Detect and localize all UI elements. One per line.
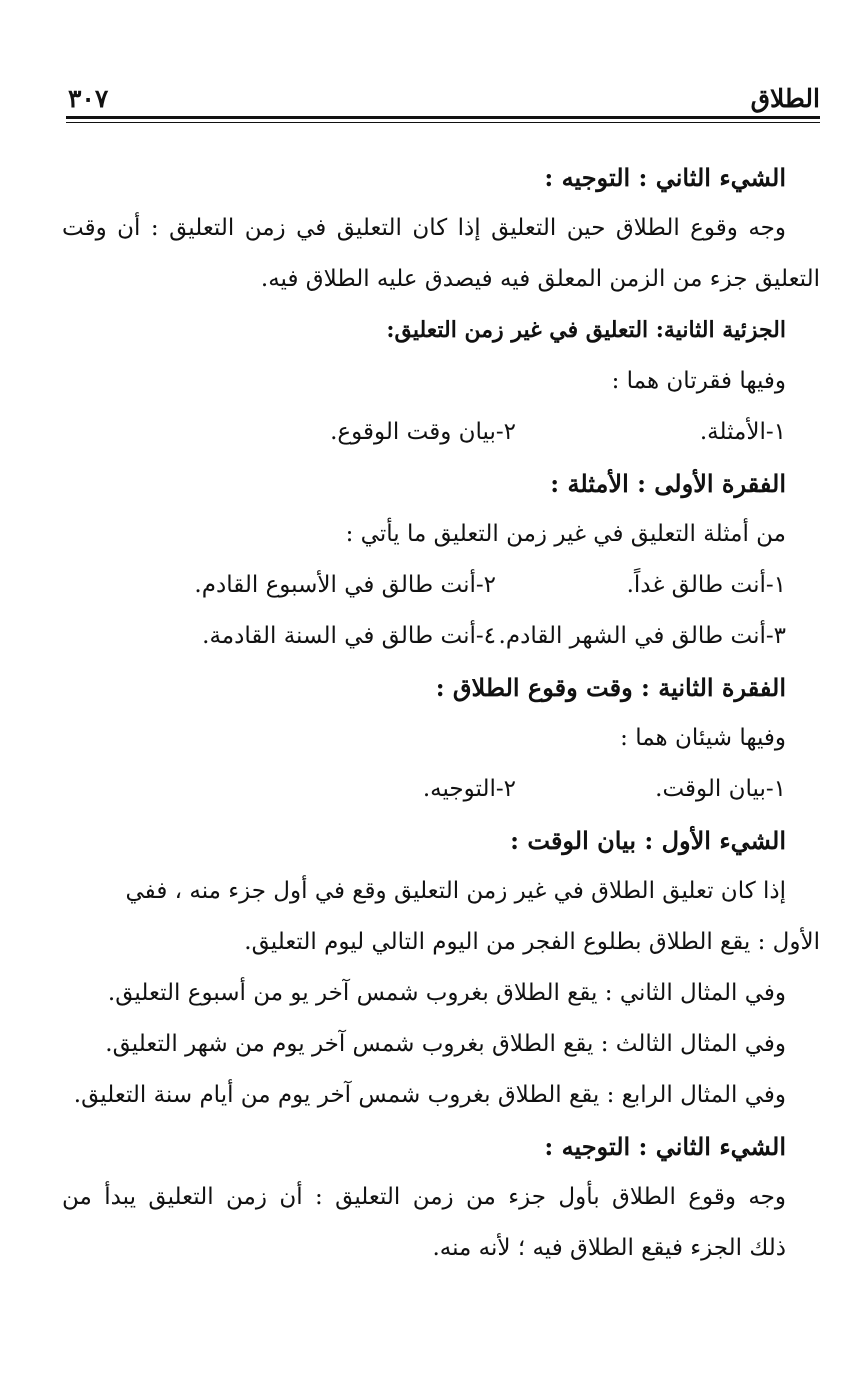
- list-item: ٤-أنت طالق في السنة القادمة.: [202, 623, 496, 649]
- subsection-heading: الجزئية الثانية: التعليق في غير زمن التعليق:: [386, 317, 786, 343]
- list-item: ٢-بيان وقت الوقوع.: [330, 419, 516, 445]
- paragraph-line: وفيها فقرتان هما :: [611, 368, 786, 394]
- section-heading: الشيء الثاني : التوجيه :: [544, 163, 786, 192]
- running-title: الطلاق: [750, 84, 820, 113]
- list-item: ٣-أنت طالق في الشهر القادم.: [498, 623, 786, 649]
- paragraph-line: التعليق جزء من الزمن المعلق فيه فيصدق عليه الطلاق فيه.: [260, 266, 820, 292]
- list-row: [62, 560, 794, 611]
- section-heading: الفقرة الثانية : وقت وقوع الطلاق :: [435, 673, 786, 702]
- paragraph-line: وجه وقوع الطلاق بأول جزء من زمن التعليق : أن زمن التعليق يبدأ من: [62, 1184, 786, 1210]
- list-item: ١-الأمثلة.: [699, 419, 786, 445]
- section-heading: الشيء الأول : بيان الوقت :: [510, 826, 786, 855]
- header-rule-thick: [66, 116, 820, 119]
- list-row: [62, 764, 794, 815]
- page-body: [62, 152, 820, 1274]
- page-number: ٣٠٧: [68, 84, 109, 113]
- list-row: [62, 407, 794, 458]
- paragraph-line: من أمثلة التعليق في غير زمن التعليق ما يأتي :: [345, 521, 786, 547]
- list-item: ١-أنت طالق غداً.: [626, 572, 786, 598]
- paragraph-line: ذلك الجزء فيقع الطلاق فيه ؛ لأنه منه.: [432, 1235, 786, 1261]
- header-rule-thin: [66, 122, 820, 123]
- list-item: ٢-أنت طالق في الأسبوع القادم.: [194, 572, 496, 598]
- paragraph-line: إذا كان تعليق الطلاق في غير زمن التعليق وقع في أول جزء منه ، ففي: [125, 878, 786, 904]
- list-item: ١-بيان الوقت.: [655, 776, 786, 802]
- paragraph-line: وفي المثال الثالث : يقع الطلاق بغروب شمس آخر يوم من شهر التعليق.: [105, 1031, 786, 1057]
- paragraph-line: وفي المثال الرابع : يقع الطلاق بغروب شمس آخر يوم من أيام سنة التعليق.: [73, 1082, 786, 1108]
- section-heading: الفقرة الأولى : الأمثلة :: [550, 469, 786, 498]
- paragraph-line: الأول : يقع الطلاق بطلوع الفجر من اليوم التالي ليوم التعليق.: [244, 929, 820, 955]
- section-heading: الشيء الثاني : التوجيه :: [544, 1132, 786, 1161]
- paragraph-line: وفيها شيئان هما :: [620, 725, 786, 751]
- paragraph-line: وفي المثال الثاني : يقع الطلاق بغروب شمس آخر يو من أسبوع التعليق.: [107, 980, 786, 1006]
- list-item: ٢-التوجيه.: [422, 776, 516, 802]
- running-header: [66, 78, 820, 114]
- paragraph-line: وجه وقوع الطلاق حين التعليق إذا كان التعليق في زمن التعليق : أن وقت: [62, 215, 786, 241]
- list-row: [62, 611, 794, 662]
